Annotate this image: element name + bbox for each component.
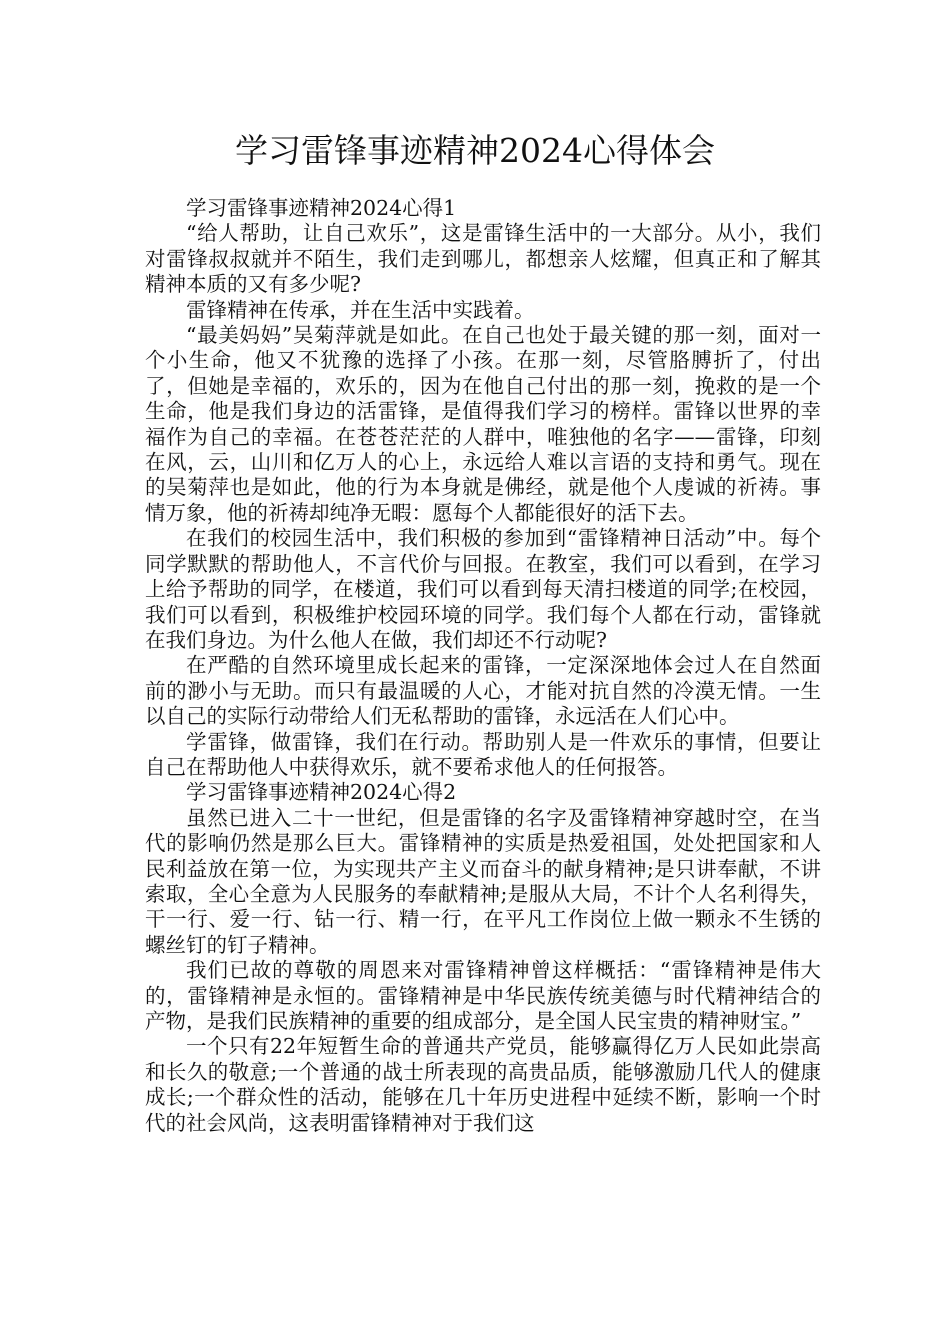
paragraph: 学雷锋，做雷锋，我们在行动。帮助别人是一件欢乐的事情，但要让自己在帮助他人中获得欢乐，就不要希求他人的任何报答。: [145, 729, 821, 779]
section-heading-2: 学习雷锋事迹精神2024心得2: [186, 780, 457, 805]
paragraph: 在严酷的自然环境里成长起来的雷锋，一定深深地体会过人在自然面前的渺小与无助。而只有最温暖的人心，才能对抗自然的冷漠无情。一生以自己的实际行动带给人们无私帮助的雷锋，永远活在人们心中。: [145, 653, 821, 729]
paragraph: 虽然已进入二十一世纪，但是雷锋的名字及雷锋精神穿越时空，在当代的影响仍然是那么巨大。雷锋精神的实质是热爱祖国，处处把国家和人民利益放在第一位，为实现共产主义而奋斗的献身精神;是只讲奉献，不讲索取，全心全意为人民服务的奉献精神;是服从大局，不计个人名利得失，干一行、爱一行、钻一行、精一行，在平凡工作岗位上做一颗永不生锈的螺丝钉的钉子精神。: [145, 805, 821, 957]
paragraph: 在我们的校园生活中，我们积极的参加到“雷锋精神日活动”中。每个同学默默的帮助他人，不言代价与回报。在教室，我们可以看到，在学习上给予帮助的同学，在楼道，我们可以看到每天清扫楼道的同学;在校园，我们可以看到，积极维护校园环境的同学。我们每个人都在行动，雷锋就在我们身边。为什么他人在做，我们却还不行动呢?: [145, 526, 821, 652]
paragraph: “给人帮助，让自己欢乐”，这是雷锋生活中的一大部分。从小，我们对雷锋叔叔就并不陌生，我们走到哪儿，都想亲人炫耀，但真正和了解其精神本质的又有多少呢?: [145, 221, 821, 297]
paragraph: 一个只有22年短暂生命的普通共产党员，能够赢得亿万人民如此崇高和长久的敬意;一个普通的战士所表现的高贵品质，能够激励几代人的健康成长;一个群众性的活动，能够在几十年历史进程中延续不断，影响一个时代的社会风尚，这表明雷锋精神对于我们这: [145, 1034, 821, 1135]
paragraph: “最美妈妈”吴菊萍就是如此。在自己也处于最关键的那一刻，面对一个小生命，他又不犹豫的选择了小孩。在那一刻，尽管胳膊折了，付出了，但她是幸福的，欢乐的，因为在他自己付出的那一刻，挽救的是一个生命，他是我们身边的活雷锋，是值得我们学习的榜样。雷锋以世界的幸福作为自己的幸福。在苍苍茫茫的人群中，唯独他的名字——雷锋，印刻在风，云，山川和亿万人的心上，永远给人难以言语的支持和勇气。现在的吴菊萍也是如此，他的行为本身就是佛经，就是他个人虔诚的祈祷。事情万象，他的祈祷却纯净无暇：愿每个人都能很好的活下去。: [145, 323, 821, 525]
document-title: 学习雷锋事迹精神2024心得体会: [235, 131, 715, 170]
document-body: [145, 196, 821, 1136]
section-heading-1: 学习雷锋事迹精神2024心得1: [186, 196, 457, 220]
paragraph: 雷锋精神在传承，并在生活中实践着。: [186, 297, 535, 322]
paragraph: 我们已故的尊敬的周恩来对雷锋精神曾这样概括：“雷锋精神是伟大的，雷锋精神是永恒的。雷锋精神是中华民族传统美德与时代精神结合的产物，是我们民族精神的重要的组成部分，是全国人民宝贵的精神财宝。”: [145, 958, 821, 1033]
